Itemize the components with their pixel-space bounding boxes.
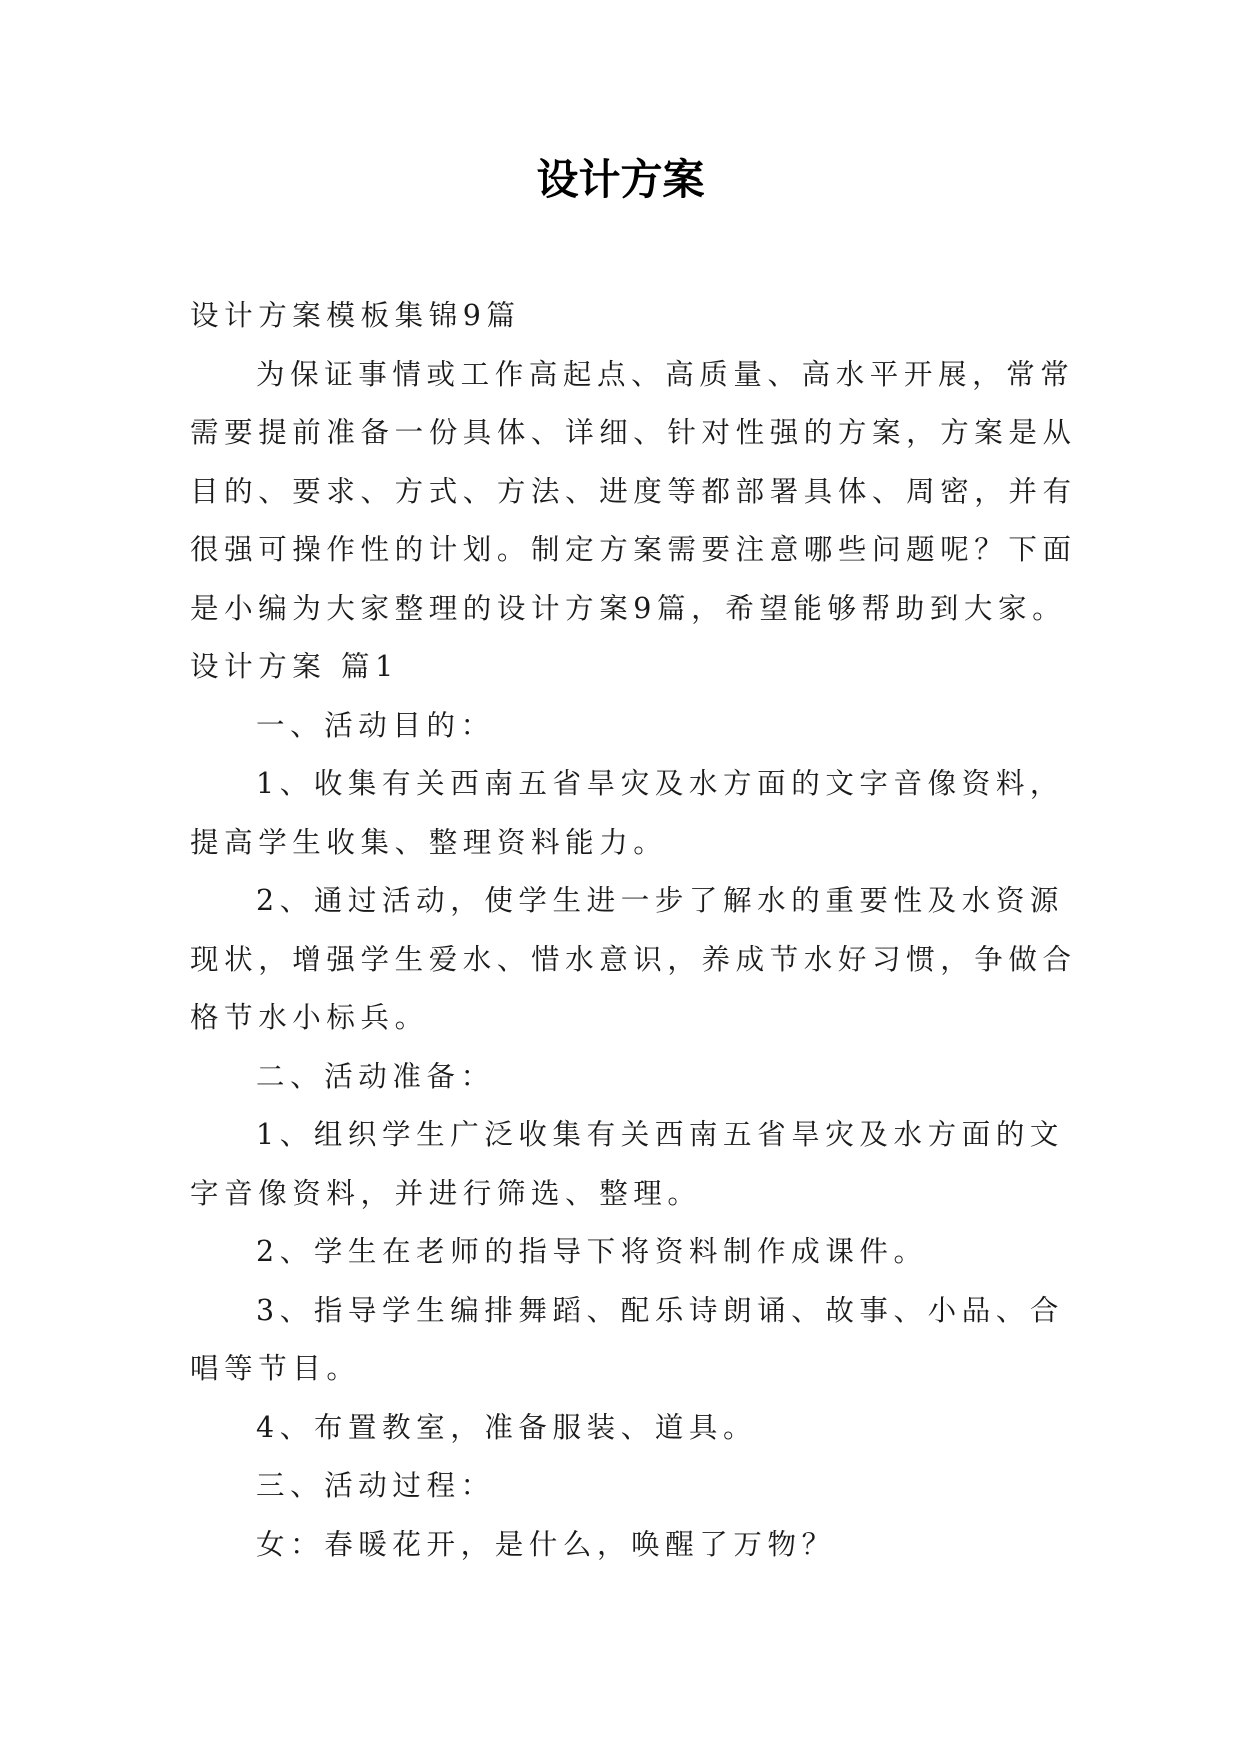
- paragraph-line: 女：春暖花开，是什么，唤醒了万物？: [256, 1527, 836, 1561]
- paragraph-line: 提高学生收集、整理资料能力。: [190, 825, 668, 859]
- paragraph-line: 一、活动目的：: [256, 708, 495, 742]
- paragraph-line: 二、活动准备：: [256, 1059, 495, 1093]
- paragraph-line: 现状，增强学生爱水、惜水意识，养成节水好习惯，争做合: [190, 942, 1077, 976]
- document-title: 设计方案: [536, 155, 705, 204]
- paragraph-line: 唱等节目。: [190, 1352, 361, 1385]
- paragraph-line: 三、活动过程：: [256, 1469, 495, 1502]
- paragraph-line: 目的、要求、方式、方法、进度等都部署具体、周密，并有: [190, 474, 1077, 508]
- paragraph-line: 设计方案模板集锦9篇: [190, 299, 521, 332]
- paragraph-line: 2、学生在老师的指导下将资料制作成课件。: [256, 1235, 928, 1268]
- paragraph-line: 3、指导学生编排舞蹈、配乐诗朗诵、故事、小品、合: [256, 1293, 1065, 1327]
- paragraph-line: 1、组织学生广泛收集有关西南五省旱灾及水方面的文: [256, 1118, 1065, 1151]
- paragraph-line: 为保证事情或工作高起点、高质量、高水平开展，常常: [256, 357, 1075, 391]
- paragraph-line: 字音像资料，并进行筛选、整理。: [190, 1176, 702, 1210]
- paragraph-line: 2、通过活动，使学生进一步了解水的重要性及水资源: [256, 884, 1065, 917]
- paragraph-line: 需要提前准备一份具体、详细、针对性强的方案，方案是从: [190, 416, 1077, 449]
- paragraph-line: 格节水小标兵。: [190, 1001, 429, 1034]
- paragraph-line: 4、布置教室，准备服装、道具。: [256, 1410, 758, 1444]
- paragraph-line: 设计方案 篇1: [190, 650, 399, 683]
- paragraph-line: 1、收集有关西南五省旱灾及水方面的文字音像资料，: [256, 767, 1065, 800]
- paragraph-line: 是小编为大家整理的设计方案9篇，希望能够帮助到大家。: [190, 591, 1067, 625]
- paragraph-line: 很强可操作性的计划。制定方案需要注意哪些问题呢？下面: [190, 533, 1077, 566]
- document-body: [190, 287, 1077, 1574]
